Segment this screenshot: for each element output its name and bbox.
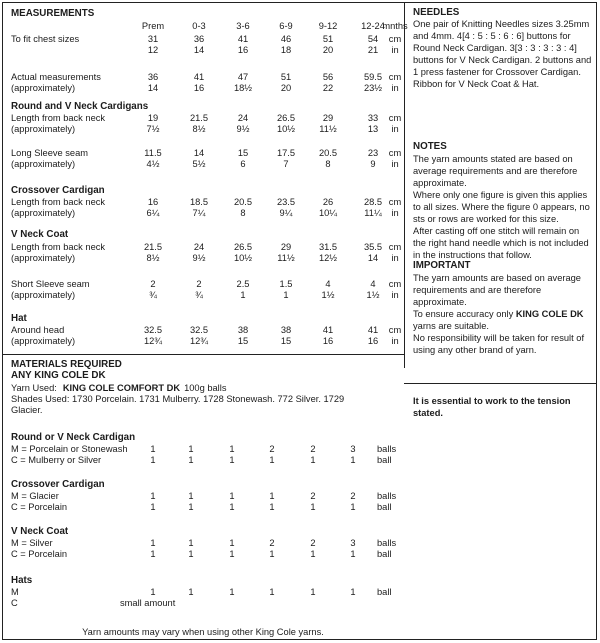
materials-cell: 1	[229, 538, 235, 548]
materials-footer: Yarn amounts may vary when using other King Cole yarns.	[82, 627, 324, 637]
materials-row-label: M	[11, 587, 19, 597]
unit-cm: cm	[388, 279, 402, 289]
notes-heading: NOTES	[413, 141, 447, 152]
cell-in: 16	[193, 83, 205, 93]
materials-cell: 1	[269, 549, 275, 559]
materials-cell: 1	[350, 587, 356, 597]
materials-cell: 1	[310, 549, 316, 559]
cell-in: 22	[322, 83, 334, 93]
size-header: 9-12	[318, 21, 338, 31]
materials-row-label: M = Silver	[11, 538, 53, 548]
materials-cell: 1	[229, 491, 235, 501]
size-unit-header: mnths	[382, 21, 408, 31]
cell-cm: 41	[193, 72, 205, 82]
cell-cm: 19	[147, 113, 159, 123]
page-frame	[2, 2, 597, 640]
materials-cell: 1	[188, 538, 194, 548]
materials-row-label: M = Glacier	[11, 491, 59, 501]
row-label: Around head	[11, 325, 65, 335]
materials-row-label: C = Porcelain	[11, 549, 68, 559]
cell-in: 14	[147, 83, 159, 93]
materials-cell: 1	[229, 444, 235, 454]
materials-cell: 1	[269, 491, 275, 501]
cell-cm: 24	[193, 242, 205, 252]
unit-in: in	[391, 336, 399, 346]
cell-in: 16	[367, 336, 379, 346]
materials-unit: ball	[377, 502, 392, 512]
cell-in: 16	[322, 336, 334, 346]
size-header: 6-9	[279, 21, 293, 31]
cell-cm: 20.5	[233, 197, 253, 207]
vneck-coat-heading: V Neck Coat	[11, 229, 69, 240]
row-label-2: (approximately)	[11, 159, 76, 169]
materials-cell: 1	[150, 455, 156, 465]
cell-cm: 38	[280, 325, 292, 335]
cell-cm: 38	[237, 325, 249, 335]
cell-cm: 32.5	[189, 325, 209, 335]
unit-in: in	[391, 253, 399, 263]
materials-unit: ball	[377, 549, 392, 559]
materials-heading: MATERIALS REQUIRED	[11, 359, 122, 370]
materials-unit: balls	[377, 538, 397, 548]
materials-small-amount: small amount	[120, 598, 176, 608]
cell-in: 14	[193, 45, 205, 55]
yarn-used-line	[11, 383, 226, 394]
row-label: Length from back neck	[11, 197, 106, 207]
materials-cell: 1	[350, 549, 356, 559]
cell-in: 8	[325, 159, 331, 169]
materials-cell: 1	[310, 502, 316, 512]
materials-row-label: C = Mulberry or Silver	[11, 455, 102, 465]
materials-row-label: M = Porcelain or Stonewash	[11, 444, 128, 454]
cell-in: 20	[280, 83, 292, 93]
crossover-heading: Crossover Cardigan	[11, 185, 105, 196]
materials-unit: balls	[377, 491, 397, 501]
materials-cell: 1	[350, 455, 356, 465]
important-p2-post: yarns are suitable.	[413, 321, 489, 331]
important-p2-bold: KING COLE DK	[515, 309, 584, 319]
materials-row-label: C	[11, 598, 18, 608]
yarn-name: KING COLE COMFORT DK	[62, 383, 181, 393]
cell-cm: 15	[237, 148, 249, 158]
materials-cell: 1	[269, 502, 275, 512]
materials-unit: ball	[377, 455, 392, 465]
cell-cm: 2	[150, 279, 156, 289]
row-label: Length from back neck	[11, 113, 106, 123]
cell-in: 1	[283, 290, 289, 300]
materials-cell: 1	[229, 587, 235, 597]
tension-note: It is essential to work to the tension stated.	[413, 396, 571, 418]
materials-cell: 1	[310, 587, 316, 597]
materials-cell: 1	[150, 502, 156, 512]
cell-cm: 36	[147, 72, 159, 82]
cell-in: 10¼	[318, 208, 338, 218]
row-label-2: (approximately)	[11, 253, 76, 263]
cell-in: 16	[237, 45, 249, 55]
unit-in: in	[391, 159, 399, 169]
round-v-heading: Round and V Neck Cardigans	[11, 101, 149, 112]
cell-cm: 41	[237, 34, 249, 44]
cell-cm: 47	[237, 72, 249, 82]
row-label: Short Sleeve seam	[11, 279, 90, 289]
cell-cm: 41	[322, 325, 334, 335]
cell-cm: 31	[147, 34, 159, 44]
cell-in: 1	[240, 290, 246, 300]
cell-cm: 26.5	[276, 113, 296, 123]
cell-in: 7	[283, 159, 289, 169]
cell-cm: 11.5	[144, 148, 162, 158]
cell-cm: 41	[367, 325, 379, 335]
cell-in: 14	[367, 253, 379, 263]
materials-cell: 2	[350, 491, 356, 501]
materials-cell: 3	[350, 538, 356, 548]
needles-text: One pair of Knitting Needles sizes 3.25mm and 4mm. 4[4 : 5 : 5 : 6 : 6] buttons for Round Neck Cardigan. 3[3 : 3 : 3 : 3 : 4] buttons for V Neck Cardigan. 2 buttons and 1 press fastener for Crossover Cardigan. Ribbon for V Neck Coat & Hat.	[413, 19, 592, 89]
cell-cm: 54	[367, 34, 379, 44]
materials-group-heading: Hats	[11, 575, 33, 586]
row-label-2: (approximately)	[11, 208, 76, 218]
cell-cm: 35.5	[363, 242, 383, 252]
cell-in: 6	[240, 159, 246, 169]
size-header: 12-24	[361, 21, 385, 31]
materials-cell: 1	[188, 444, 194, 454]
measurements-heading: MEASUREMENTS	[11, 8, 95, 19]
cell-in: 8	[240, 208, 246, 218]
unit-cm: cm	[388, 113, 402, 123]
yarn-used-rest: 100g balls	[184, 383, 227, 393]
unit-cm: cm	[388, 197, 402, 207]
materials-group-heading: Crossover Cardigan	[11, 479, 105, 490]
cell-cm: 32.5	[143, 325, 163, 335]
needles-heading: NEEDLES	[413, 7, 460, 18]
important-heading: IMPORTANT	[413, 260, 471, 271]
materials-cell: 1	[229, 549, 235, 559]
row-label-2: (approximately)	[11, 290, 76, 300]
cell-cm: 56	[322, 72, 334, 82]
cell-cm: 4	[325, 279, 331, 289]
materials-group-heading: Round or V Neck Cardigan	[11, 432, 136, 443]
important-p1: The yarn amounts are based on average requirements and are therefore approximate.	[413, 273, 581, 307]
cell-cm: 20.5	[318, 148, 338, 158]
cell-in: 20	[322, 45, 334, 55]
cell-in: 12¾	[143, 336, 163, 346]
cell-in: 9½	[192, 253, 206, 263]
materials-unit: balls	[377, 444, 397, 454]
shades-line: Glacier.	[11, 405, 43, 415]
cell-cm: 1.5	[279, 279, 293, 289]
cell-in: 11½	[319, 124, 337, 134]
unit-cm: cm	[388, 325, 402, 335]
unit-cm: cm	[388, 242, 402, 252]
materials-cell: 1	[188, 549, 194, 559]
cell-cm: 23	[367, 148, 379, 158]
cell-cm: 24	[237, 113, 249, 123]
unit-in: in	[391, 45, 399, 55]
row-label: To fit chest sizes	[11, 34, 80, 44]
unit-cm: cm	[388, 72, 402, 82]
notes-p2: Where only one figure is given this applies to all sizes. Where the figure 0 appears, no sts or rows are worked for this size.	[413, 190, 590, 224]
cell-in: 7¼	[192, 208, 206, 218]
unit-in: in	[391, 208, 399, 218]
row-label: Long Sleeve seam	[11, 148, 89, 158]
cell-in: 6¼	[146, 208, 160, 218]
cell-in: 7½	[146, 124, 160, 134]
materials-group-heading: V Neck Coat	[11, 526, 69, 537]
cell-in: 18½	[233, 83, 253, 93]
cell-cm: 36	[193, 34, 205, 44]
cell-cm: 28.5	[363, 197, 383, 207]
cell-in: ¾	[149, 290, 157, 300]
cell-cm: 4	[370, 279, 376, 289]
size-header: 3-6	[236, 21, 250, 31]
unit-in: in	[391, 124, 399, 134]
cell-cm: 16	[147, 197, 159, 207]
materials-cell: 1	[269, 455, 275, 465]
size-header: Prem	[141, 21, 165, 31]
materials-cell: 1	[269, 587, 275, 597]
notes-p1: The yarn amounts stated are based on average requirements and are therefore approximate.	[413, 154, 578, 188]
cell-in: 11¼	[364, 208, 382, 218]
cell-in: 9¼	[279, 208, 293, 218]
materials-cell: 3	[350, 444, 356, 454]
row-label: Length from back neck	[11, 242, 106, 252]
important-p2-pre: To ensure accuracy only	[413, 309, 516, 319]
cell-cm: 51	[280, 72, 292, 82]
size-header: 0-3	[192, 21, 206, 31]
cell-in: 8½	[192, 124, 206, 134]
cell-cm: 23.5	[276, 197, 296, 207]
cell-in: 12½	[318, 253, 338, 263]
hat-heading: Hat	[11, 313, 27, 324]
cell-in: 18	[280, 45, 292, 55]
cell-cm: 51	[322, 34, 334, 44]
cell-cm: 26.5	[233, 242, 253, 252]
cell-in: 8½	[146, 253, 160, 263]
important-p2	[413, 308, 593, 332]
materials-cell: 1	[188, 455, 194, 465]
materials-cell: 1	[229, 455, 235, 465]
cell-in: 12¾	[189, 336, 209, 346]
cell-in: 12	[147, 45, 159, 55]
measurements-section	[3, 3, 408, 354]
cell-cm: 29	[280, 242, 292, 252]
unit-cm: cm	[388, 34, 402, 44]
cell-cm: 29	[322, 113, 334, 123]
cell-in: 23½	[363, 83, 383, 93]
row-label-2: (approximately)	[11, 124, 76, 134]
cell-in: 4½	[146, 159, 160, 169]
materials-cell: 1	[150, 444, 156, 454]
right-divider	[404, 383, 597, 384]
materials-cell: 1	[150, 587, 156, 597]
unit-cm: cm	[388, 148, 402, 158]
cell-in: 10½	[276, 124, 296, 134]
cell-cm: 14	[193, 148, 205, 158]
row-label-2: (approximately)	[11, 336, 76, 346]
cell-cm: 2	[196, 279, 202, 289]
cell-in: 15	[280, 336, 292, 346]
materials-cell: 1	[350, 502, 356, 512]
materials-unit: ball	[377, 587, 392, 597]
materials-cell: 2	[310, 538, 316, 548]
materials-subheading: ANY KING COLE DK	[11, 370, 106, 381]
cell-in: 21	[367, 45, 379, 55]
notes-p3: After casting off one stitch will remain on the right hand needle which is not included in the instructions that follow.	[413, 226, 589, 260]
unit-in: in	[391, 83, 399, 93]
cell-in: 15	[237, 336, 249, 346]
cell-in: 13	[367, 124, 379, 134]
materials-cell: 1	[150, 549, 156, 559]
cell-cm: 31.5	[318, 242, 338, 252]
cell-in: 1½	[366, 290, 380, 300]
materials-cell: 1	[188, 491, 194, 501]
shades-line: Shades Used: 1730 Porcelain. 1731 Mulberry. 1728 Stonewash. 772 Silver. 1729	[11, 394, 345, 404]
materials-cell: 1	[229, 502, 235, 512]
cell-in: 1½	[321, 290, 335, 300]
cell-cm: 17.5	[276, 148, 296, 158]
materials-cell: 1	[150, 538, 156, 548]
materials-row-label: C = Porcelain	[11, 502, 68, 512]
cell-cm: 18.5	[189, 197, 209, 207]
cell-in: 5½	[192, 159, 206, 169]
materials-cell: 1	[188, 587, 194, 597]
cell-cm: 59.5	[363, 72, 383, 82]
materials-cell: 2	[269, 444, 275, 454]
right-column	[405, 3, 597, 383]
unit-in: in	[391, 290, 399, 300]
cell-cm: 21.5	[189, 113, 209, 123]
cell-in: 9½	[236, 124, 250, 134]
materials-cell: 1	[150, 491, 156, 501]
cell-cm: 2.5	[236, 279, 250, 289]
cell-cm: 26	[322, 197, 334, 207]
cell-cm: 21.5	[143, 242, 163, 252]
materials-cell: 2	[310, 444, 316, 454]
materials-cell: 2	[310, 491, 316, 501]
materials-cell: 2	[269, 538, 275, 548]
materials-cell: 1	[188, 502, 194, 512]
cell-in: 9	[370, 159, 376, 169]
row-label-2: (approximately)	[11, 83, 76, 93]
cell-in: 10½	[233, 253, 253, 263]
materials-cell: 1	[310, 455, 316, 465]
row-label-2: Actual measurements	[11, 72, 101, 82]
important-p3: No responsibility will be taken for result of using any other brand of yarn.	[413, 333, 585, 355]
yarn-used-label: Yarn Used:	[11, 383, 57, 393]
cell-in: ¾	[195, 290, 203, 300]
cell-cm: 46	[280, 34, 292, 44]
cell-cm: 33	[367, 113, 379, 123]
cell-in: 11½	[277, 253, 295, 263]
materials-section	[3, 355, 404, 641]
